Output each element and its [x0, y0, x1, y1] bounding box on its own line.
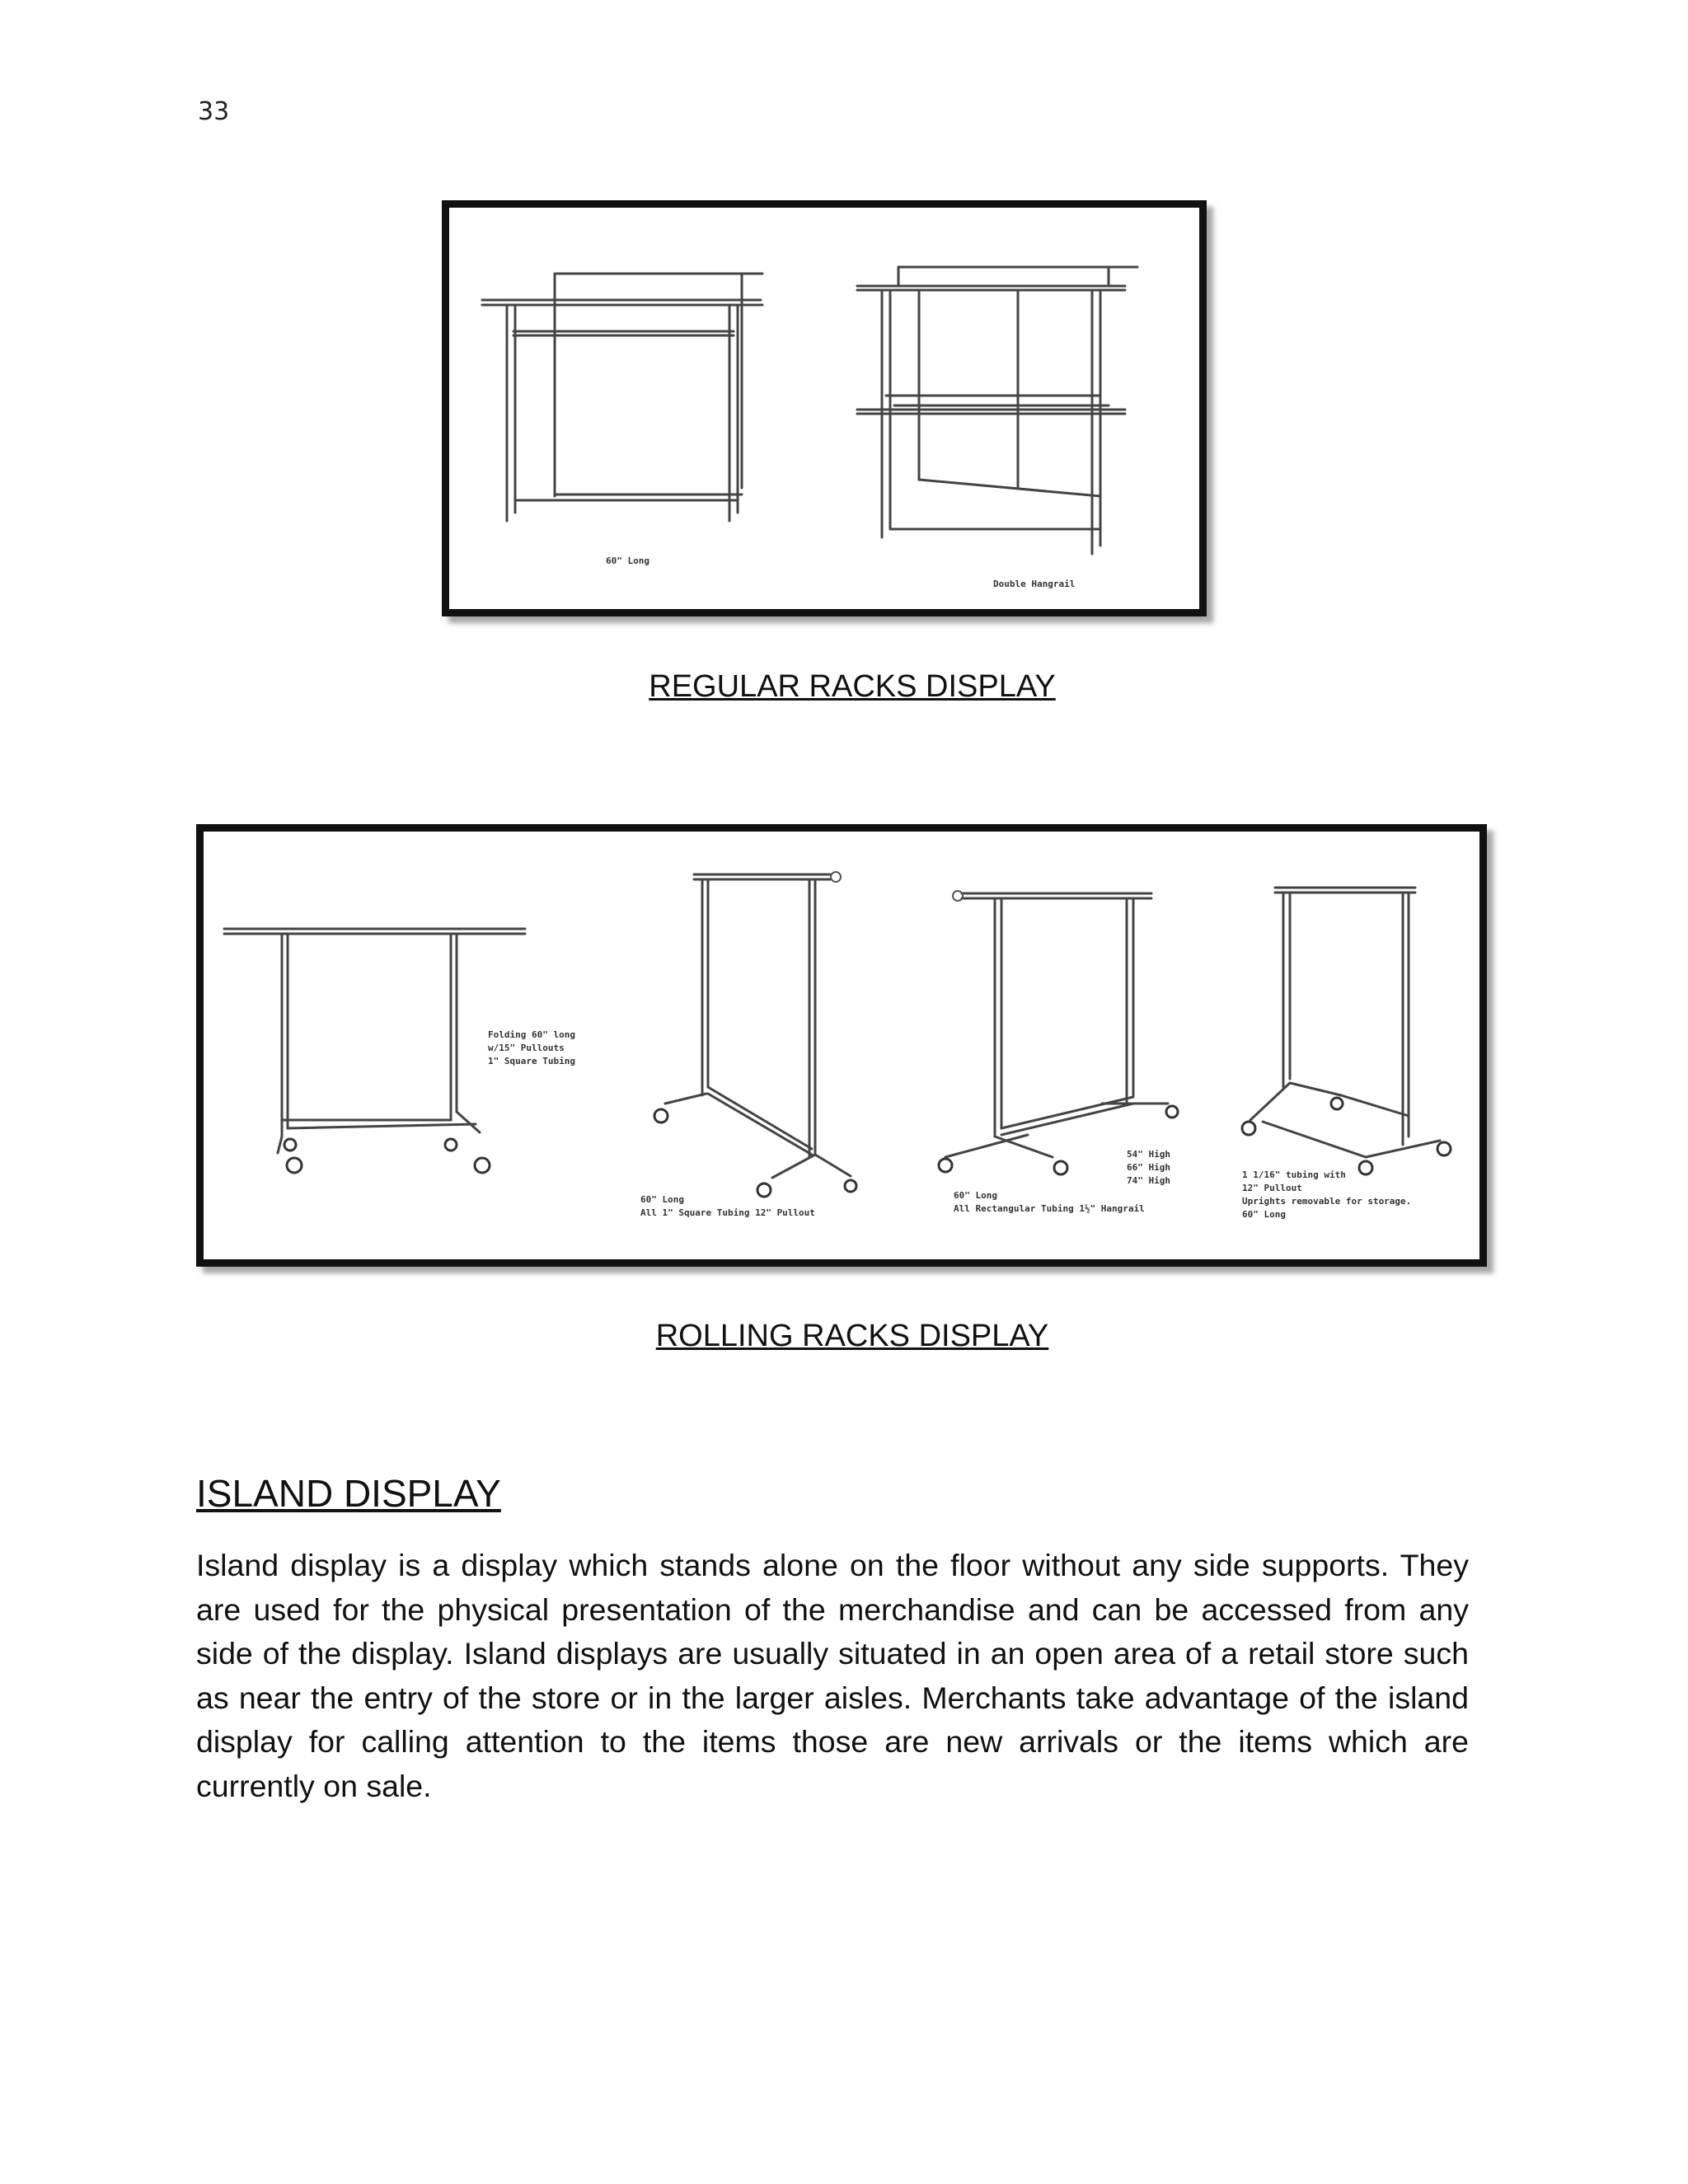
section-body: Island display is a display which stands alone on the floor without any side supports. They are used for the physical presentation of the merchandise and can be accessed from any side of the display. Island displays are usually situated in an open area of a retail store such as near the entry of the store or in the larger aisles. Merchants take advantage of the island display for calling attention to the items those are new arrivals or the items which are currently on sale. — [196, 1548, 1469, 1803]
regular-racks-caption: REGULAR RACKS DISPLAY — [649, 669, 1056, 704]
rolling-c-label-2: 66" High — [1127, 1162, 1170, 1173]
rolling-racks-figure — [196, 824, 1487, 1267]
section-heading: ISLAND DISPLAY — [196, 1472, 501, 1515]
rolling-racks-drawing — [204, 832, 1479, 1259]
regular-rack-double — [857, 267, 1137, 589]
regular-label-60-long: 60" Long — [606, 555, 649, 566]
rolling-d-label-3: Uprights removable for storage. — [1242, 1196, 1412, 1207]
rolling-c-label-1: 54" High — [1127, 1149, 1170, 1160]
rolling-d-label-1: 1 1/16" tubing with — [1242, 1169, 1346, 1180]
rolling-c-label-3: 74" High — [1127, 1175, 1170, 1186]
rolling-b-label-1: 60" Long — [640, 1194, 684, 1205]
rolling-a-label-1: Folding 60" long — [488, 1029, 575, 1040]
rolling-rack-removable-uprights — [1242, 888, 1451, 1220]
rolling-b-label-2: All 1" Square Tubing 12" Pullout — [640, 1207, 815, 1218]
rolling-d-label-2: 12" Pullout — [1242, 1183, 1302, 1193]
rolling-rack-square-tubing — [640, 872, 856, 1218]
rolling-a-label-2: w/15" Pullouts — [488, 1043, 565, 1053]
rolling-rack-folding — [224, 929, 575, 1173]
page-number: 33 — [198, 97, 230, 126]
regular-racks-figure — [442, 200, 1207, 616]
rolling-c-label-4: 60" Long — [954, 1190, 997, 1201]
rolling-racks-caption: ROLLING RACKS DISPLAY — [655, 1319, 1049, 1353]
regular-racks-drawing — [449, 208, 1199, 609]
regular-label-double-hangrail: Double Hangrail — [993, 579, 1076, 589]
rolling-a-label-3: 1" Square Tubing — [488, 1056, 575, 1066]
regular-rack-single — [482, 274, 762, 566]
rolling-c-label-5: All Rectangular Tubing 1½" Hangrail — [954, 1203, 1145, 1214]
rolling-rack-rectangular-tubing — [939, 891, 1178, 1214]
rolling-d-label-4: 60" Long — [1242, 1209, 1286, 1220]
